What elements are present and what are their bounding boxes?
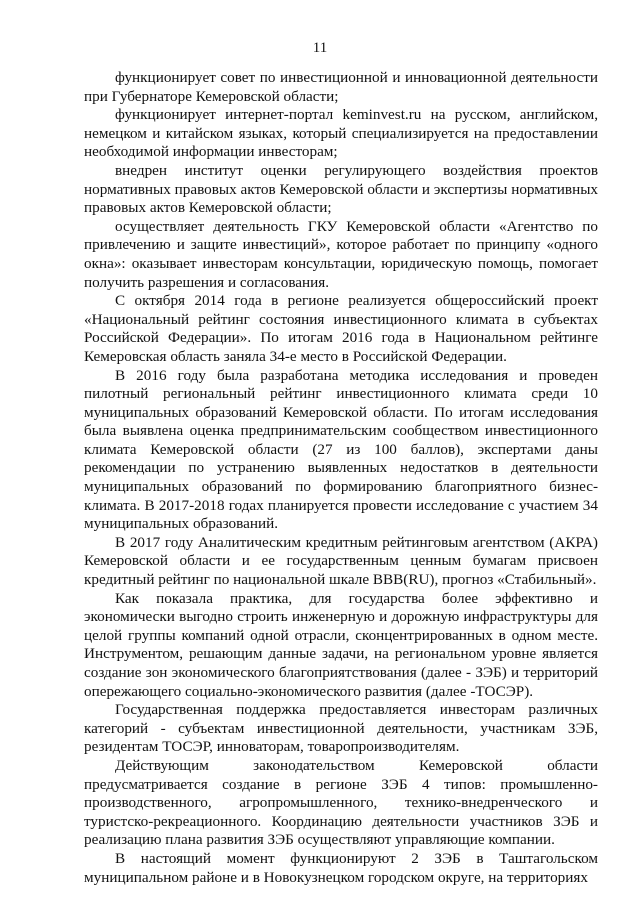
paragraph: Государственная поддержка предоставляется инвесторам различных категорий - субъектам инвестиционной деятельности, участникам ЗЭБ, резидентам ТОСЭР, инноваторам, товаропроизводителям.	[84, 701, 598, 756]
paragraph: Действующим законодательством Кемеровской области предусматривается создание в регионе ЗЭБ 4 типов: промышленно-производственного, агропромышленного, технико-внедренческого и туристско-рекреационного. Координацию деятельности участников ЗЭБ и реализацию плана развития ЗЭБ осуществляют управляющие компании.	[84, 756, 598, 849]
paragraph: осуществляет деятельность ГКУ Кемеровской области «Агентство по привлечению и защите инвестиций», которое работает по принципу «одного окна»: оказывает инвесторам консультации, юридическую помощь, помогает получить разрешения и согласования.	[84, 217, 598, 291]
paragraph: В настоящий момент функционируют 2 ЗЭБ в Таштагольском муниципальном районе и в Новокузнецком городском округе, на территориях	[84, 849, 598, 886]
page-number: 11	[312, 40, 328, 56]
paragraph: В 2017 году Аналитическим кредитным рейтинговым агентством (АКРА) Кемеровской области и ее государственным ценным бумагам присвоен кредитный рейтинг по национальной шкале BBB(RU), прогноз «Стабильный».	[84, 533, 598, 589]
paragraph: внедрен институт оценки регулирующего воздействия проектов нормативных правовых актов Кемеровской области и экспертизы нормативных правовых актов Кемеровской области;	[84, 161, 598, 217]
paragraph: Как показала практика, для государства более эффективно и экономически выгодно строить инженерную и дорожную инфраструктуры для целой группы компаний одной отрасли, сконцентрированных в одном месте. Инструментом, решающим данные задачи, на региональном уровне является создание зон экономического благоприятствования (далее - ЗЭБ) и территорий опережающего социально-экономического развития (далее -ТОСЭР).	[84, 589, 598, 700]
paragraph: С октября 2014 года в регионе реализуется общероссийский проект «Национальный рейтинг состояния инвестиционного климата в субъектах Российской Федерации». По итогам 2016 года в Национальном рейтинге Кемеровская область заняла 34-е место в Российской Федерации.	[84, 292, 598, 365]
paragraph: функционирует интернет-портал keminvest.ru на русском, английском, немецком и китайском языках, который специализируется на предоставлении необходимой информации инвесторам;	[84, 106, 598, 161]
paragraph: В 2016 году была разработана методика исследования и проведен пилотный региональный рейтинг инвестиционного климата среди 10 муниципальных образований Кемеровской области. По итогам исследования была выявлена оценка предпринимательским сообществом инвестиционного климата Кемеровской области (27 из 100 баллов), экспертами даны рекомендации по устранению выявленных недостатков в деятельности муниципальных образований по формированию благоприятного бизнес-климата. В 2017-2018 годах планируется провести исследование с участием 34 муниципальных образований.	[84, 366, 598, 533]
paragraph: функционирует совет по инвестиционной и инновационной деятельности при Губернаторе Кемеровской области;	[84, 69, 598, 105]
document-body	[84, 69, 598, 887]
